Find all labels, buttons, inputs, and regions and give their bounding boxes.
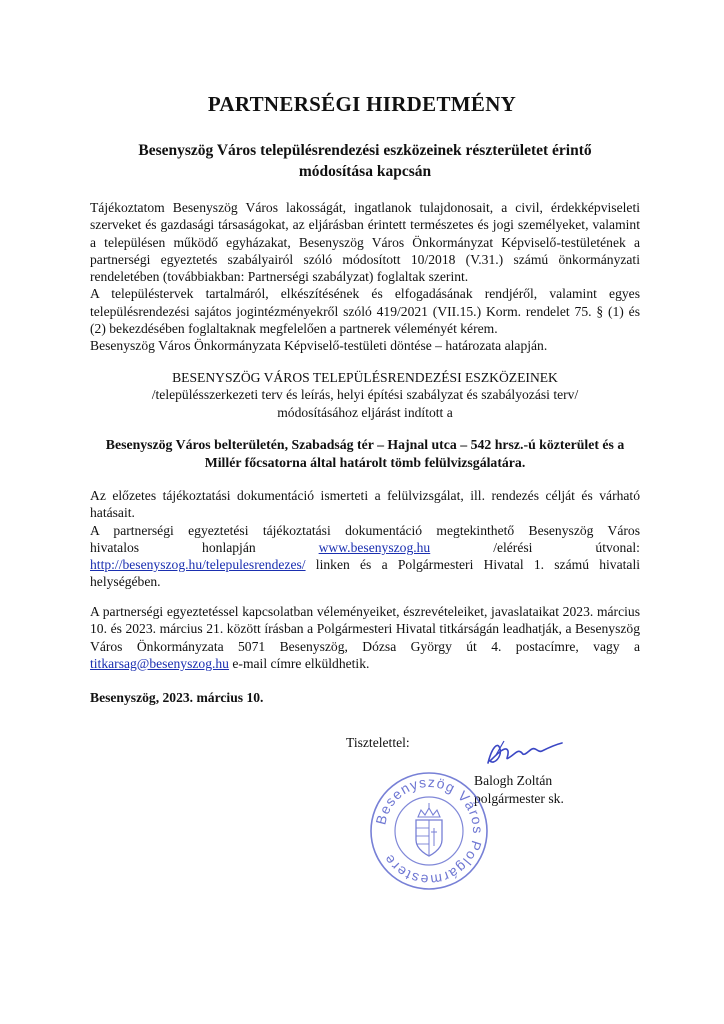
intro-section: [90, 199, 640, 355]
signature-image: [478, 735, 568, 771]
intro-paragraph-3: Besenyszög Város Önkormányzata Képviselő-testületi döntése – határozata alapján.: [90, 338, 548, 354]
signer-title: polgármester sk.: [474, 791, 564, 806]
intro-paragraph-2: A településtervek tartalmáról, elkészítésének és elfogadásának rendjéről, valamint egyes településrendezési sajátos jogintézményekről szóló 419/2021 (VII.15.) Korm. rendelet 75. § (1) és (2) bekezdésében foglaltaknak megfelelően a partnerek véleményét kérem.: [90, 286, 640, 337]
comments-section: [90, 603, 640, 672]
subtitle-line-1: Besenyszög Város településrendezési eszközeinek részterületet érintő: [138, 142, 592, 159]
email-link[interactable]: titkarsag@besenyszog.hu: [90, 655, 229, 671]
website-link[interactable]: www.besenyszog.hu: [318, 539, 431, 555]
notice-section: [90, 369, 640, 421]
subject-line-1: Besenyszög Város belterületén, Szabadság tér – Hajnal utca – 542 hrsz.-ú közterület és a: [105, 437, 625, 452]
word-honlapjan: honlapján: [202, 539, 256, 555]
notice-line-2: /településszerkezeti terv és leírás, helyi építési szabályzat és szabályozási terv/: [151, 387, 579, 403]
document-title: PARTNERSÉGI HIRDETMÉNY: [207, 92, 517, 116]
documentation-path-paragraph: [90, 556, 640, 591]
notice-line-1: BESENYSZÖG VÁROS TELEPÜLÉSRENDEZÉSI ESZKÖZEINEK: [172, 370, 558, 385]
subtitle-line-2: módosítása kapcsán: [298, 163, 432, 180]
documentation-paragraph-1: Az előzetes tájékoztatási dokumentáció ismerteti a felülvizsgálat, ill. rendezés célját és várható hatásait.: [90, 488, 640, 521]
signer-name: Balogh Zoltán: [474, 773, 553, 788]
comments-text-end: e-mail címre elküldhetik.: [228, 655, 370, 671]
coat-of-arms-icon: [416, 803, 442, 856]
subject-section: [90, 436, 640, 472]
word-utvonal: útvonal:: [595, 539, 640, 555]
documentation-paragraph-2-line-1: A partnerségi egyeztetési tájékoztatási dokumentáció megtekinthető Besenyszög Város: [90, 522, 640, 538]
official-seal-stamp: [368, 770, 490, 892]
documentation-url-row: [90, 539, 640, 556]
word-hivatalos: hivatalos: [90, 539, 140, 555]
notice-line-3: módosításához eljárást indított a: [277, 404, 453, 420]
path-link[interactable]: http://besenyszog.hu/telepulesrendezes/: [90, 557, 306, 573]
document-subtitle: [90, 140, 640, 182]
comments-text: A partnerségi egyeztetéssel kapcsolatban véleményeiket, észrevételeiket, javaslataikat 2023. március 10. és 2023. március 21. között írásban a Polgármesteri Hivatal titkárságán leadhatják, a Besenyszög Város Önkormányzata 5071 Besenyszög, Dózsa György út 4. postacímre, vagy a: [90, 604, 640, 654]
closing-salutation: Tisztelettel:: [346, 735, 410, 750]
svg-text:Besenyszög Város Polgármestere: Besenyszög Város Polgármestere: [372, 773, 487, 889]
subject-line-2: Millér főcsatorna által határolt tömb felülvizsgálatára.: [204, 455, 526, 470]
word-eleresi: /elérési: [493, 539, 533, 555]
document-date: Besenyszög, 2023. március 10.: [90, 690, 264, 705]
intro-paragraph-1: Tájékoztatom Besenyszög Város lakosságát, ingatlanok tulajdonosait, a civil, érdekképviseleti szerveket és gazdasági társaságokat, az eljárásban érintett természetes és jogi személyeket, valamint a településen működő egyházakat, Besenyszög Város Önkormányzat Képviselő-testületének a partnerségi egyeztetés szabályairól szóló módosított 10/2018 (V.31.) számú önkormányzati rendeletében (továbbiakban: Partnerségi szabályzat) foglaltak szerint.: [90, 200, 640, 285]
documentation-section: [90, 487, 640, 591]
path-suffix: linken és a Polgármesteri Hivatal 1. számú hivatali helységében.: [90, 557, 640, 590]
comments-paragraph: [90, 603, 640, 672]
